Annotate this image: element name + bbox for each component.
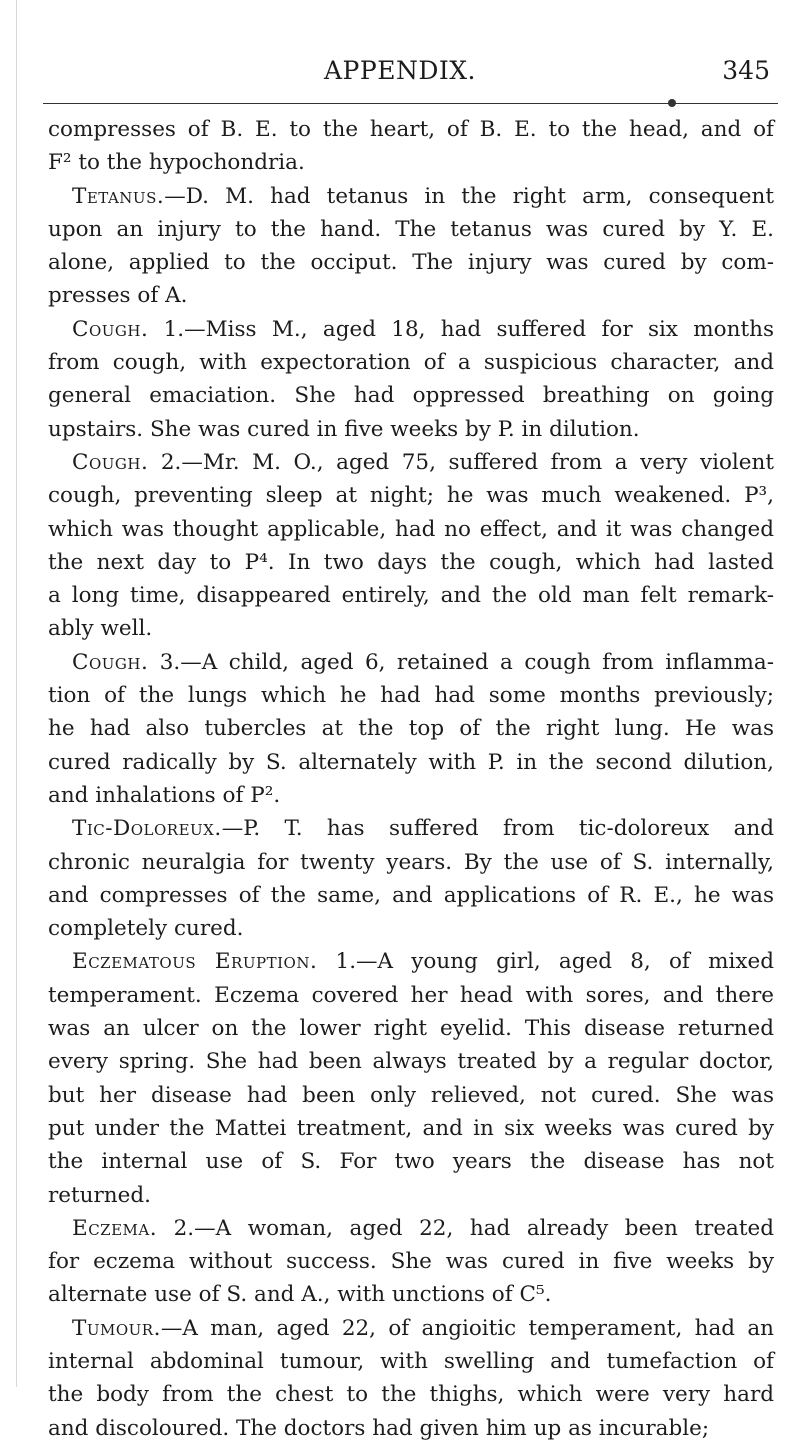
line-text: general emaciation. She had oppressed breathing on going [48, 383, 774, 409]
text-line [48, 1345, 774, 1378]
paragraph-cough1 [48, 313, 774, 446]
text-line [48, 979, 774, 1012]
text-line [48, 879, 774, 912]
line-text: temperament. Eczema covered her head with sores, and there [48, 982, 774, 1008]
line-text: a long time, disappeared entirely, and the old man felt remark- [48, 583, 774, 609]
text-line [48, 712, 774, 745]
text-line [48, 1112, 774, 1145]
text-line [48, 279, 774, 312]
text-line [48, 1378, 774, 1411]
text-line [48, 313, 774, 346]
line-text: 2.—Mr. M. O., aged 75, suffered from a very violent [148, 449, 774, 475]
line-text: completely cured. [48, 916, 244, 942]
section-heading: Cough. [72, 316, 149, 342]
page-binding-edge [0, 0, 17, 1387]
line-text: cured radically by S. alternately with P. in the second dilution, [48, 749, 774, 775]
line-text: alternate use of S. and A., with unctions of C⁵. [48, 1282, 552, 1308]
line-text: tion of the lungs which he had had some months previously; [48, 683, 774, 709]
page-number: 345 [722, 56, 770, 85]
line-text: 1.—Miss M., aged 18, had suffered for six months [148, 316, 774, 342]
paragraph-tetanus [48, 180, 774, 313]
paragraph-eczema2 [48, 1212, 774, 1312]
section-heading: Tumour. [72, 1315, 161, 1341]
text-line [48, 679, 774, 712]
text-line [48, 379, 774, 412]
line-text: 1.—A young girl, aged 8, of mixed [317, 949, 774, 975]
text-line [48, 1212, 774, 1245]
line-text: chronic neuralgia for twenty years. By the use of S. internally, [48, 849, 774, 875]
text-line [48, 413, 774, 446]
paragraph-cough2 [48, 446, 774, 646]
section-heading: Cough. [72, 449, 149, 475]
rule-dot-ornament [668, 99, 676, 107]
paragraph-tic [48, 812, 774, 945]
text-line [48, 1045, 774, 1078]
text-line [48, 479, 774, 512]
paragraph-tumour [48, 1312, 774, 1445]
line-text: and compresses of the same, and applications of R. E., he was [48, 882, 774, 908]
text-line [48, 346, 774, 379]
line-text: the internal use of S. For two years the disease has not [48, 1149, 774, 1175]
paragraph-eczematous [48, 945, 774, 1211]
text-line [48, 213, 774, 246]
section-heading: Tic-Doloreux. [72, 816, 222, 842]
text-line [48, 446, 774, 479]
text-line [48, 1179, 774, 1212]
line-text: —P. T. has suffered from tic-doloreux and [221, 816, 774, 842]
paragraph-cough3 [48, 646, 774, 812]
text-line [48, 1245, 774, 1278]
line-text: 2.—A woman, aged 22, had already been treated [157, 1215, 774, 1241]
text-line [48, 246, 774, 279]
text-line [48, 812, 774, 845]
line-text: cough, preventing sleep at night; he was much weakened. P³, [48, 483, 774, 509]
line-text: F² to the hypochondria. [48, 150, 305, 176]
text-line [48, 1012, 774, 1045]
line-text: and inhalations of P². [48, 782, 281, 808]
line-text: 3.—A child, aged 6, retained a cough from inflamma- [148, 649, 774, 675]
text-line [48, 180, 774, 213]
text-line [48, 945, 774, 978]
text-line [48, 746, 774, 779]
line-text: —D. M. had tetanus in the right arm, consequent [164, 183, 774, 209]
text-line [48, 646, 774, 679]
line-text: compresses of B. E. to the heart, of B. E. to the head, and of [48, 117, 774, 142]
text-line [48, 546, 774, 579]
text-line [48, 513, 774, 546]
line-text: upstairs. She was cured in five weeks by P. in dilution. [48, 416, 640, 442]
paragraph-p0 [48, 113, 774, 180]
line-text: ably well. [48, 616, 153, 642]
text-line [48, 1278, 774, 1311]
line-text: upon an injury to the hand. The tetanus was cured by Y. E. [48, 216, 774, 242]
line-text: presses of A. [48, 283, 188, 309]
text-line [48, 579, 774, 612]
text-line [48, 113, 774, 146]
line-text: which was thought applicable, had no effect, and it was changed [48, 516, 774, 542]
section-heading: Eczema. [72, 1215, 158, 1241]
line-text: he had also tubercles at the top of the right lung. He was [48, 716, 774, 742]
text-line [48, 1145, 774, 1178]
line-text: was an ulcer on the lower right eyelid. This disease returned [48, 1016, 774, 1042]
line-text: from cough, with expectoration of a suspicious character, and [48, 350, 774, 376]
line-text: internal abdominal tumour, with swelling and tumefaction of [48, 1348, 774, 1374]
body-text [48, 113, 774, 1445]
line-text: returned. [48, 1182, 151, 1208]
line-text: put under the Mattei treatment, and in six weeks was cured by [48, 1115, 774, 1141]
text-line [48, 1412, 774, 1445]
text-line [48, 846, 774, 879]
line-text: the body from the chest to the thighs, which were very hard [48, 1382, 774, 1408]
line-text: for eczema without success. She was cured in five weeks by [48, 1249, 774, 1275]
section-heading: Cough. [72, 649, 149, 675]
section-heading: Eczematous Eruption. [72, 949, 318, 975]
text-line [48, 1079, 774, 1112]
line-text: alone, applied to the occiput. The injury was cured by com- [48, 250, 774, 276]
text-line [48, 1312, 774, 1345]
text-line [48, 146, 774, 179]
section-heading: Tetanus. [72, 183, 165, 209]
line-text: —A man, aged 22, of angioitic temperament, had an [160, 1315, 774, 1341]
page-header [30, 56, 770, 98]
running-title: APPENDIX. [324, 56, 476, 85]
text-line [48, 779, 774, 812]
line-text: every spring. She had been always treated by a regular doctor, [48, 1049, 774, 1075]
line-text: the next day to P⁴. In two days the cough, which had lasted [48, 549, 774, 575]
text-line [48, 912, 774, 945]
text-line [48, 612, 774, 645]
line-text: and discoloured. The doctors had given him up as incurable; [48, 1415, 710, 1441]
line-text: but her disease had been only relieved, not cured. She was [48, 1082, 774, 1108]
